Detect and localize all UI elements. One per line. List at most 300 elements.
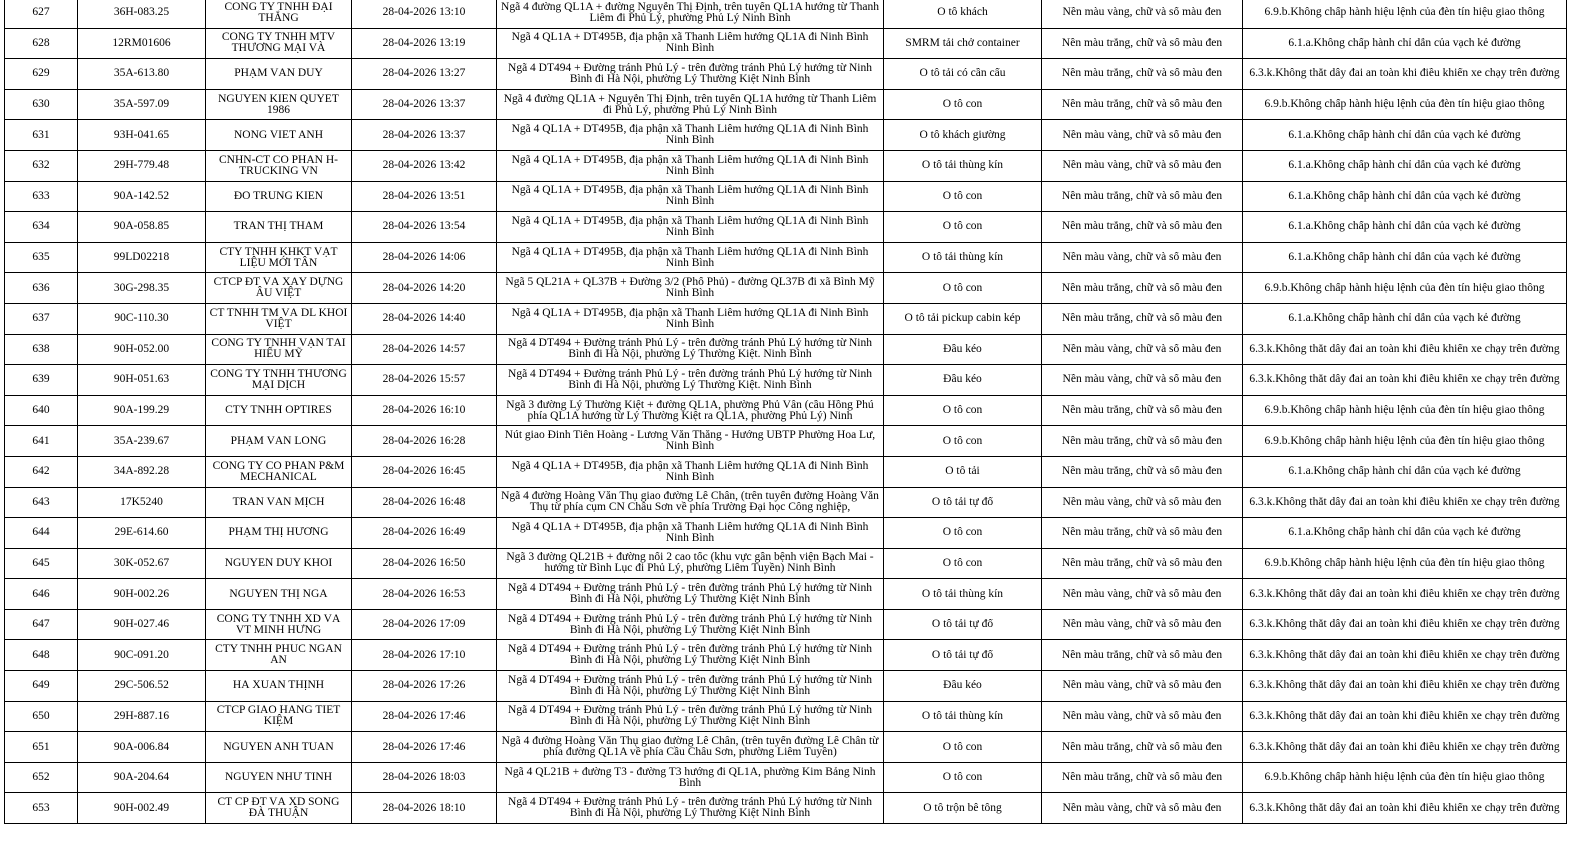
- vehicle-type-cell: [884, 303, 1042, 334]
- violation-cell: [1243, 609, 1567, 640]
- stt-cell-text: 631: [32, 129, 50, 141]
- owner-name-cell: [206, 701, 352, 732]
- table-row: [5, 28, 1567, 59]
- stt-cell: [5, 89, 78, 120]
- stt-cell: [5, 242, 78, 273]
- violation-time-cell: [352, 487, 497, 518]
- vehicle-type-cell-text: Ô tô con: [942, 405, 983, 417]
- vehicle-type-cell-text: Đầu kéo: [943, 680, 982, 692]
- violation-cell: [1243, 762, 1567, 793]
- vehicle-type-cell-text: Ô tô tải thùng kín: [921, 710, 1004, 722]
- location-cell-text: Ngã 4 DT494 + Đường tránh Phủ Lý - trên đường tránh Phủ Lý hướng từ Ninh Bình đi Hà Nội, phường Lý Thường Kiệt Ninh Bình: [508, 583, 872, 606]
- violation-time-cell-text: 28-04-2026 13:42: [382, 160, 466, 172]
- plate-number-cell-text: 29C-506.52: [114, 680, 169, 692]
- location-cell-text: Ngã 3 đường Lý Thường Kiệt + đường QL1A, phường Phủ Vân (cầu Hồng Phú phía QL1A hướng từ Lý Thường Kiệt ra QL1A, phường Phủ Lý) Ninh: [506, 399, 874, 422]
- owner-name-cell: [206, 793, 352, 824]
- table-row: [5, 609, 1567, 640]
- stt-cell: [5, 793, 78, 824]
- plate-color-cell-text: Nền màu trắng, chữ và số màu đen: [1061, 557, 1223, 569]
- plate-number-cell: [78, 120, 206, 151]
- violation-cell: [1243, 671, 1567, 702]
- plate-color-cell-text: Nền màu trắng, chữ và số màu đen: [1061, 68, 1223, 80]
- owner-name-cell-text: CTCP GIAO HÀNG TIẾT KIỆM: [216, 705, 341, 728]
- location-cell: [497, 548, 884, 579]
- location-cell: [497, 395, 884, 426]
- violation-cell-text: 6.1.a.Không chấp hành chỉ dẫn của vạch kẻ đường: [1288, 190, 1521, 202]
- plate-color-cell: [1042, 89, 1243, 120]
- violation-cell-text: 6.3.k.Không thắt dây đai an toàn khi điều khiển xe chạy trên đường: [1249, 802, 1560, 814]
- table-row: [5, 518, 1567, 549]
- plate-color-cell: [1042, 273, 1243, 304]
- stt-cell-text: 650: [32, 710, 50, 722]
- location-cell-text: Ngã 4 QL1A + DT495B, địa phận xã Thanh Liêm hướng QL1A đi Ninh Bình Ninh Bình: [511, 124, 869, 147]
- location-cell-text: Ngã 4 DT494 + Đường tránh Phủ Lý - trên đường tránh Phủ Lý hướng từ Ninh Bình đi Hà Nội, phường Lý Thường Kiệt Ninh Bình: [508, 62, 872, 85]
- plate-number-cell-text: 90C-110.30: [114, 313, 169, 325]
- owner-name-cell: [206, 120, 352, 151]
- stt-cell: [5, 609, 78, 640]
- owner-name-cell: [206, 59, 352, 90]
- violation-cell: [1243, 426, 1567, 457]
- table-row: [5, 242, 1567, 273]
- violation-cell-text: 6.9.b.Không chấp hành hiệu lệnh của đèn tín hiệu giao thông: [1264, 435, 1545, 447]
- plate-number-cell-text: 12RM01606: [112, 37, 171, 49]
- violation-time-cell-text: 28-04-2026 16:45: [382, 466, 466, 478]
- plate-number-cell: [78, 181, 206, 212]
- location-cell: [497, 487, 884, 518]
- table-row: [5, 793, 1567, 824]
- owner-name-cell: [206, 212, 352, 243]
- stt-cell: [5, 456, 78, 487]
- stt-cell-text: 645: [32, 557, 50, 569]
- violation-time-cell: [352, 456, 497, 487]
- stt-cell: [5, 212, 78, 243]
- owner-name-cell: [206, 273, 352, 304]
- owner-name-cell: [206, 303, 352, 334]
- plate-color-cell-text: Nền màu trắng, chữ và số màu đen: [1061, 649, 1223, 661]
- vehicle-type-cell-text: Ô tô khách giường: [919, 129, 1006, 141]
- owner-name-cell-text: CÔNG TY CỔ PHẦN P&M MECHANICAL: [212, 460, 345, 483]
- plate-color-cell-text: Nền màu vàng, chữ và số màu đen: [1062, 588, 1222, 600]
- violation-time-cell-text: 28-04-2026 14:06: [382, 252, 466, 264]
- owner-name-cell-text: PHẠM THỊ HƯƠNG: [228, 527, 329, 539]
- owner-name-cell: [206, 0, 352, 28]
- owner-name-cell-text: NGUYỄN NHƯ TÍNH: [224, 772, 333, 784]
- location-cell-text: Ngã 4 DT494 + Đường tránh Phủ Lý - trên đường tránh Phủ Lý hướng từ Ninh Bình đi Hà Nội, phường Lý Thường Kiệt. Ninh Bình: [508, 368, 872, 391]
- vehicle-type-cell-text: Ô tô con: [942, 527, 983, 539]
- owner-name-cell-text: CÔNG TY TNHH VẬN TẢI HIẾU MỸ: [211, 338, 346, 361]
- plate-color-cell: [1042, 334, 1243, 365]
- plate-color-cell: [1042, 732, 1243, 763]
- violation-cell: [1243, 579, 1567, 610]
- location-cell: [497, 732, 884, 763]
- violation-cell-text: 6.3.k.Không thắt dây đai an toàn khi điều khiển xe chạy trên đường: [1249, 496, 1560, 508]
- location-cell: [497, 334, 884, 365]
- plate-number-cell-text: 30G-298.35: [113, 282, 170, 294]
- plate-number-cell: [78, 59, 206, 90]
- violation-cell-text: 6.1.a.Không chấp hành chỉ dẫn của vạch kẻ đường: [1288, 221, 1521, 233]
- stt-cell: [5, 518, 78, 549]
- plate-color-cell: [1042, 640, 1243, 671]
- location-cell-text: Ngã 4 đường Hoàng Văn Thụ giao đường Lê Chân, (trên tuyến đường Hoàng Văn Thụ từ phía cụm CN Châu Sơn về phía Trường Đại học Công nghiệp,: [501, 491, 879, 514]
- plate-number-cell-text: 90H-002.26: [113, 588, 170, 600]
- vehicle-type-cell-text: Ô tô tải: [945, 466, 980, 478]
- vehicle-type-cell: [884, 365, 1042, 396]
- location-cell: [497, 242, 884, 273]
- table-row: [5, 89, 1567, 120]
- vehicle-type-cell-text: Đầu kéo: [943, 343, 982, 355]
- vehicle-type-cell-text: Ô tô khách: [937, 7, 988, 19]
- plate-color-cell: [1042, 671, 1243, 702]
- plate-color-cell: [1042, 487, 1243, 518]
- violation-cell-text: 6.3.k.Không thắt dây đai an toàn khi điều khiển xe chạy trên đường: [1249, 68, 1560, 80]
- stt-cell-text: 643: [32, 496, 50, 508]
- vehicle-type-cell: [884, 456, 1042, 487]
- plate-number-cell: [78, 365, 206, 396]
- vehicle-type-cell: [884, 395, 1042, 426]
- violation-time-cell-text: 28-04-2026 16:28: [382, 435, 466, 447]
- plate-color-cell-text: Nền màu trắng, chữ và số màu đen: [1061, 435, 1223, 447]
- violation-cell-text: 6.1.a.Không chấp hành chỉ dẫn của vạch kẻ đường: [1288, 37, 1521, 49]
- vehicle-type-cell: [884, 671, 1042, 702]
- table-row: [5, 273, 1567, 304]
- plate-color-cell: [1042, 579, 1243, 610]
- plate-color-cell-text: Nền màu trắng, chữ và số màu đen: [1061, 466, 1223, 478]
- plate-color-cell-text: Nền màu vàng, chữ và số màu đen: [1062, 129, 1222, 141]
- vehicle-type-cell: [884, 150, 1042, 181]
- location-cell-text: Ngã 4 đường Hoàng Văn Thụ giao đường Lê Chân, (trên tuyến đường Lê Chân từ phía đường QL1A về phía Cầu Châu Sơn, phường Liêm Tuyền): [501, 736, 879, 759]
- plate-color-cell: [1042, 456, 1243, 487]
- owner-name-cell: [206, 181, 352, 212]
- plate-color-cell-text: Nền màu vàng, chữ và số màu đen: [1062, 496, 1222, 508]
- violation-cell: [1243, 89, 1567, 120]
- violation-cell-text: 6.1.a.Không chấp hành chỉ dẫn của vạch kẻ đường: [1288, 313, 1521, 325]
- vehicle-type-cell: [884, 732, 1042, 763]
- location-cell-text: Ngã 4 đường QL1A + đường Nguyễn Thị Định, trên tuyến QL1A hướng từ Thanh Liêm đi Phủ Lý, phường Phủ Lý Ninh Bình: [501, 1, 879, 24]
- vehicle-type-cell: [884, 518, 1042, 549]
- violation-cell: [1243, 732, 1567, 763]
- location-cell-text: Ngã 4 QL1A + DT495B, địa phận xã Thanh Liêm hướng QL1A đi Ninh Bình Ninh Bình: [511, 246, 869, 269]
- plate-color-cell-text: Nền màu vàng, chữ và số màu đen: [1062, 252, 1222, 264]
- location-cell: [497, 89, 884, 120]
- violation-time-cell: [352, 365, 497, 396]
- plate-color-cell-text: Nền màu vàng, chữ và số màu đen: [1062, 7, 1222, 19]
- location-cell-text: Ngã 4 QL1A + DT495B, địa phận xã Thanh Liêm hướng QL1A đi Ninh Bình Ninh Bình: [511, 215, 869, 238]
- plate-number-cell-text: 29E-614.60: [114, 527, 169, 539]
- violation-time-cell: [352, 609, 497, 640]
- vehicle-type-cell-text: Ô tô con: [942, 282, 983, 294]
- stt-cell-text: 642: [32, 466, 50, 478]
- violation-time-cell: [352, 242, 497, 273]
- table-row: [5, 671, 1567, 702]
- stt-cell: [5, 701, 78, 732]
- owner-name-cell-text: TRẦN THỊ THẮM: [233, 221, 324, 233]
- location-cell: [497, 0, 884, 28]
- violation-cell-text: 6.9.b.Không chấp hành hiệu lệnh của đèn tín hiệu giao thông: [1264, 772, 1545, 784]
- table-row: [5, 487, 1567, 518]
- table-row: [5, 59, 1567, 90]
- vehicle-type-cell-text: Ô tô con: [942, 741, 983, 753]
- violation-cell-text: 6.3.k.Không thắt dây đai an toàn khi điều khiển xe chạy trên đường: [1249, 649, 1560, 661]
- violation-time-cell-text: 28-04-2026 15:57: [382, 374, 466, 386]
- plate-color-cell: [1042, 548, 1243, 579]
- location-cell: [497, 273, 884, 304]
- stt-cell: [5, 28, 78, 59]
- vehicle-type-cell: [884, 181, 1042, 212]
- vehicle-type-cell: [884, 242, 1042, 273]
- owner-name-cell-text: CT CP ĐT VÀ XD SÔNG ĐÀ THUẬN: [217, 797, 340, 820]
- violation-cell-text: 6.9.b.Không chấp hành hiệu lệnh của đèn tín hiệu giao thông: [1264, 282, 1545, 294]
- violation-time-cell: [352, 303, 497, 334]
- plate-color-cell-text: Nền màu trắng, chữ và số màu đen: [1061, 313, 1223, 325]
- location-cell-text: Ngã 4 QL1A + DT495B, địa phận xã Thanh Liêm hướng QL1A đi Ninh Bình Ninh Bình: [511, 521, 869, 544]
- location-cell: [497, 640, 884, 671]
- location-cell: [497, 28, 884, 59]
- plate-number-cell-text: 90H-002.49: [113, 802, 170, 814]
- location-cell: [497, 365, 884, 396]
- plate-color-cell-text: Nền màu trắng, chữ và số màu đen: [1061, 221, 1223, 233]
- location-cell-text: Ngã 4 đường QL1A + Nguyễn Thị Định, trên tuyến QL1A hướng từ Thanh Liêm đi Phủ Lý, phường Phủ Lý Ninh Bình: [503, 93, 877, 116]
- violation-time-cell-text: 28-04-2026 17:09: [382, 619, 466, 631]
- table-row: [5, 303, 1567, 334]
- plate-color-cell: [1042, 150, 1243, 181]
- violation-time-cell-text: 28-04-2026 13:27: [382, 68, 466, 80]
- violations-table: [4, 0, 1567, 824]
- vehicle-type-cell-text: Ô tô trộn bê tông: [923, 802, 1002, 814]
- owner-name-cell: [206, 242, 352, 273]
- vehicle-type-cell: [884, 762, 1042, 793]
- location-cell: [497, 701, 884, 732]
- stt-cell-text: 628: [32, 37, 50, 49]
- stt-cell-text: 646: [32, 588, 50, 600]
- vehicle-type-cell-text: Ô tô tải thùng kín: [921, 588, 1004, 600]
- location-cell-text: Ngã 4 DT494 + Đường tránh Phủ Lý - trên đường tránh Phủ Lý hướng từ Ninh Bình đi Hà Nội, phường Lý Thường Kiệt Ninh Bình: [508, 705, 872, 728]
- owner-name-cell: [206, 150, 352, 181]
- owner-name-cell-text: CT TNHH TM VÀ DL KHÔI VIỆT: [209, 307, 348, 330]
- plate-number-cell-text: 35A-613.80: [113, 68, 170, 80]
- violation-time-cell-text: 28-04-2026 14:57: [382, 343, 466, 355]
- violation-time-cell: [352, 120, 497, 151]
- plate-color-cell: [1042, 701, 1243, 732]
- plate-number-cell-text: 90A-142.52: [113, 190, 170, 202]
- owner-name-cell-text: NGUYỄN ANH TUẤN: [223, 741, 334, 753]
- violation-cell-text: 6.3.k.Không thắt dây đai an toàn khi điều khiển xe chạy trên đường: [1249, 343, 1560, 355]
- violation-cell: [1243, 518, 1567, 549]
- violation-cell: [1243, 120, 1567, 151]
- stt-cell-text: 630: [32, 99, 50, 111]
- location-cell: [497, 426, 884, 457]
- plate-number-cell-text: 29H-779.48: [113, 160, 170, 172]
- location-cell: [497, 150, 884, 181]
- plate-number-cell-text: 30K-052.67: [113, 557, 170, 569]
- violation-time-cell-text: 28-04-2026 17:46: [382, 710, 466, 722]
- violation-cell-text: 6.9.b.Không chấp hành hiệu lệnh của đèn tín hiệu giao thông: [1264, 557, 1545, 569]
- location-cell: [497, 120, 884, 151]
- violation-cell-text: 6.1.a.Không chấp hành chỉ dẫn của vạch kẻ đường: [1288, 129, 1521, 141]
- stt-cell-text: 633: [32, 190, 50, 202]
- table-row: [5, 0, 1567, 28]
- location-cell: [497, 518, 884, 549]
- violation-cell-text: 6.1.a.Không chấp hành chỉ dẫn của vạch kẻ đường: [1288, 252, 1521, 264]
- location-cell-text: Ngã 4 QL1A + DT495B, địa phận xã Thanh Liêm hướng QL1A đi Ninh Bình Ninh Bình: [511, 307, 869, 330]
- vehicle-type-cell-text: Ô tô con: [942, 435, 983, 447]
- plate-number-cell-text: 35A-239.67: [113, 435, 170, 447]
- stt-cell-text: 652: [32, 772, 50, 784]
- stt-cell: [5, 150, 78, 181]
- vehicle-type-cell-text: Ô tô tải pickup cabin kép: [904, 313, 1021, 325]
- vehicle-type-cell-text: Ô tô tải tự đổ: [931, 496, 994, 508]
- plate-color-cell: [1042, 609, 1243, 640]
- plate-color-cell-text: Nền màu trắng, chữ và số màu đen: [1061, 405, 1223, 417]
- plate-number-cell: [78, 671, 206, 702]
- plate-color-cell-text: Nền màu trắng, chữ và số màu đen: [1061, 190, 1223, 202]
- owner-name-cell-text: CÔNG TY TNHH ĐẠI THẮNG: [224, 1, 333, 24]
- plate-color-cell-text: Nền màu trắng, chữ và số màu đen: [1061, 772, 1223, 784]
- violation-cell: [1243, 181, 1567, 212]
- vehicle-type-cell: [884, 89, 1042, 120]
- plate-number-cell: [78, 609, 206, 640]
- plate-color-cell: [1042, 28, 1243, 59]
- violation-time-cell-text: 28-04-2026 13:54: [382, 221, 466, 233]
- stt-cell: [5, 120, 78, 151]
- violation-time-cell-text: 28-04-2026 17:10: [382, 649, 466, 661]
- plate-number-cell-text: 34A-892.28: [113, 466, 170, 478]
- plate-number-cell-text: 90C-091.20: [114, 649, 169, 661]
- owner-name-cell-text: HÀ XUÂN THỊNH: [232, 680, 325, 692]
- table-row: [5, 701, 1567, 732]
- violation-time-cell: [352, 59, 497, 90]
- violation-time-cell: [352, 273, 497, 304]
- violation-time-cell-text: 28-04-2026 16:53: [382, 588, 466, 600]
- plate-color-cell-text: Nền màu vàng, chữ và số màu đen: [1062, 710, 1222, 722]
- plate-number-cell-text: 17K5240: [120, 496, 163, 508]
- plate-color-cell: [1042, 59, 1243, 90]
- stt-cell-text: 644: [32, 527, 50, 539]
- stt-cell: [5, 334, 78, 365]
- plate-color-cell: [1042, 212, 1243, 243]
- violation-time-cell: [352, 28, 497, 59]
- violation-cell: [1243, 303, 1567, 334]
- violation-cell: [1243, 242, 1567, 273]
- table-row: [5, 212, 1567, 243]
- plate-number-cell: [78, 426, 206, 457]
- vehicle-type-cell-text: SMRM tải chở container: [905, 37, 1020, 49]
- owner-name-cell: [206, 518, 352, 549]
- violation-cell: [1243, 395, 1567, 426]
- stt-cell-text: 651: [32, 741, 50, 753]
- violation-time-cell-text: 28-04-2026 16:48: [382, 496, 466, 508]
- violation-cell-text: 6.1.a.Không chấp hành chỉ dẫn của vạch kẻ đường: [1288, 160, 1521, 172]
- vehicle-type-cell: [884, 548, 1042, 579]
- location-cell: [497, 181, 884, 212]
- plate-number-cell: [78, 242, 206, 273]
- plate-color-cell-text: Nền màu trắng, chữ và số màu đen: [1061, 282, 1223, 294]
- violation-time-cell-text: 28-04-2026 16:10: [382, 405, 466, 417]
- stt-cell: [5, 365, 78, 396]
- plate-color-cell-text: Nền màu vàng, chữ và số màu đen: [1062, 343, 1222, 355]
- plate-number-cell: [78, 334, 206, 365]
- violation-cell: [1243, 28, 1567, 59]
- vehicle-type-cell: [884, 0, 1042, 28]
- stt-cell-text: 648: [32, 649, 50, 661]
- violation-time-cell-text: 28-04-2026 14:40: [382, 313, 466, 325]
- violation-time-cell-text: 28-04-2026 13:51: [382, 190, 466, 202]
- plate-number-cell-text: 90H-027.46: [113, 619, 170, 631]
- violation-time-cell: [352, 671, 497, 702]
- stt-cell-text: 639: [32, 374, 50, 386]
- plate-color-cell: [1042, 395, 1243, 426]
- location-cell: [497, 671, 884, 702]
- stt-cell-text: 634: [32, 221, 50, 233]
- plate-number-cell: [78, 701, 206, 732]
- stt-cell-text: 637: [32, 313, 50, 325]
- vehicle-type-cell: [884, 609, 1042, 640]
- table-row: [5, 579, 1567, 610]
- vehicle-type-cell-text: Ô tô tải thùng kín: [921, 252, 1004, 264]
- location-cell-text: Ngã 4 QL1A + DT495B, địa phận xã Thanh Liêm hướng QL1A đi Ninh Bình Ninh Bình: [511, 154, 869, 177]
- location-cell-text: Ngã 4 DT494 + Đường tránh Phủ Lý - trên đường tránh Phủ Lý hướng từ Ninh Bình đi Hà Nội, phường Lý Thường Kiệt Ninh Bình: [508, 644, 872, 667]
- vehicle-type-cell-text: Ô tô tải thùng kín: [921, 160, 1004, 172]
- owner-name-cell: [206, 28, 352, 59]
- violation-cell-text: 6.9.b.Không chấp hành hiệu lệnh của đèn tín hiệu giao thông: [1264, 99, 1545, 111]
- plate-number-cell-text: 90H-051.63: [113, 374, 170, 386]
- location-cell: [497, 762, 884, 793]
- plate-number-cell: [78, 395, 206, 426]
- owner-name-cell-text: CTY TNHH OPTIRES: [225, 405, 332, 417]
- location-cell-text: Ngã 4 QL21B + đường T3 - đường T3 hướng đi QL1A, phường Kim Bảng Ninh Bình: [504, 766, 876, 789]
- violation-time-cell: [352, 793, 497, 824]
- table-row: [5, 150, 1567, 181]
- plate-color-cell: [1042, 242, 1243, 273]
- violation-cell: [1243, 334, 1567, 365]
- plate-number-cell: [78, 762, 206, 793]
- plate-number-cell-text: 90A-006.84: [113, 741, 170, 753]
- owner-name-cell-text: CTCP ĐT VÀ XÂY DỰNG ÂU VIỆT: [213, 277, 344, 300]
- violation-cell-text: 6.3.k.Không thắt dây đai an toàn khi điều khiển xe chạy trên đường: [1249, 710, 1560, 722]
- stt-cell-text: 653: [32, 802, 50, 814]
- stt-cell: [5, 732, 78, 763]
- violation-cell: [1243, 456, 1567, 487]
- plate-number-cell-text: 29H-887.16: [113, 710, 170, 722]
- table-row: [5, 120, 1567, 151]
- violation-time-cell: [352, 89, 497, 120]
- stt-cell-text: 636: [32, 282, 50, 294]
- owner-name-cell: [206, 426, 352, 457]
- violation-time-cell: [352, 548, 497, 579]
- plate-color-cell-text: Nền màu trắng, chữ và số màu đen: [1061, 99, 1223, 111]
- location-cell: [497, 212, 884, 243]
- violation-cell-text: 6.3.k.Không thắt dây đai an toàn khi điều khiển xe chạy trên đường: [1249, 741, 1560, 753]
- plate-color-cell: [1042, 365, 1243, 396]
- owner-name-cell-text: NGUYỄN KIÊN QUYẾT 1986: [218, 93, 339, 116]
- owner-name-cell-text: NGUYỄN THỊ NGA: [229, 588, 328, 600]
- violation-cell-text: 6.3.k.Không thắt dây đai an toàn khi điều khiển xe chạy trên đường: [1249, 588, 1560, 600]
- vehicle-type-cell: [884, 334, 1042, 365]
- violation-cell: [1243, 548, 1567, 579]
- table-row: [5, 762, 1567, 793]
- owner-name-cell: [206, 89, 352, 120]
- stt-cell: [5, 487, 78, 518]
- owner-name-cell-text: PHẠM VĂN DUY: [234, 68, 323, 80]
- plate-number-cell: [78, 0, 206, 28]
- owner-name-cell: [206, 334, 352, 365]
- vehicle-type-cell-text: Ô tô tải có cần cẩu: [919, 68, 1006, 80]
- owner-name-cell: [206, 365, 352, 396]
- owner-name-cell-text: CÔNG TY TNHH XD VÀ VT MINH HƯNG: [216, 613, 341, 636]
- location-cell-text: Ngã 4 QL1A + DT495B, địa phận xã Thanh Liêm hướng QL1A đi Ninh Bình Ninh Bình: [511, 185, 869, 208]
- vehicle-type-cell: [884, 426, 1042, 457]
- stt-cell-text: 647: [32, 619, 50, 631]
- violation-cell: [1243, 487, 1567, 518]
